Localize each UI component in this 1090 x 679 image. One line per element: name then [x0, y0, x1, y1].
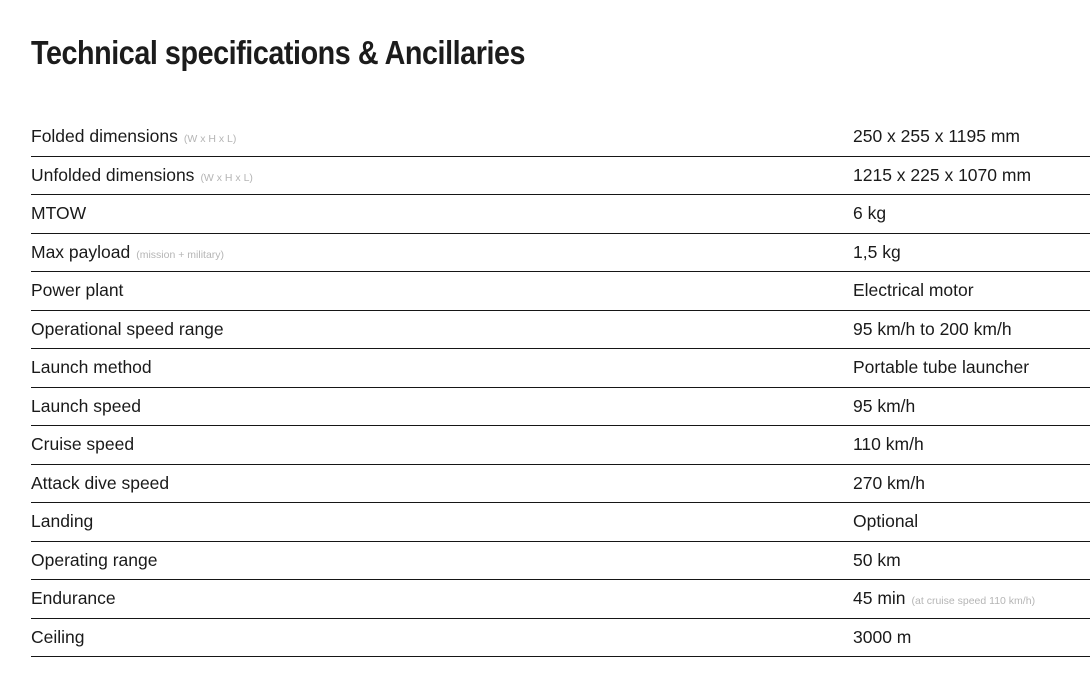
spec-value: 6 kg	[853, 203, 887, 224]
spec-value: 1215 x 225 x 1070 mm	[853, 164, 1032, 185]
spec-label: Unfolded dimensions	[31, 164, 195, 185]
spec-value-cell	[853, 588, 1090, 609]
spec-label-cell	[31, 280, 853, 301]
spec-value-cell	[853, 126, 1090, 147]
spec-label-cell	[31, 396, 853, 417]
spec-value-cell	[853, 242, 1090, 263]
spec-label: Max payload	[31, 241, 131, 262]
table-row-endurance	[31, 580, 1090, 619]
spec-table	[31, 118, 1090, 657]
table-row-cruise-speed	[31, 426, 1090, 465]
spec-value: Electrical motor	[853, 280, 974, 301]
spec-label-cell	[31, 319, 853, 340]
spec-label: Operational speed range	[31, 318, 224, 339]
table-row-launch-method	[31, 349, 1090, 388]
spec-label: Launch method	[31, 357, 152, 378]
spec-value-cell	[853, 203, 1090, 224]
table-row-landing	[31, 503, 1090, 542]
spec-value: 95 km/h to 200 km/h	[853, 318, 1012, 339]
spec-value-cell	[853, 627, 1090, 648]
spec-value-cell	[853, 511, 1090, 532]
spec-label-cell	[31, 473, 853, 494]
spec-value-cell	[853, 319, 1090, 340]
table-row-operational-speed-range	[31, 311, 1090, 350]
spec-value: 50 km	[853, 549, 901, 570]
spec-value-cell	[853, 357, 1090, 378]
spec-value: 45 min	[853, 588, 906, 609]
spec-label-cell	[31, 511, 853, 532]
spec-label-cell	[31, 588, 853, 609]
spec-label-cell	[31, 203, 853, 224]
table-row-ceiling	[31, 619, 1090, 658]
spec-label-cell	[31, 242, 853, 263]
spec-label: Ceiling	[31, 626, 85, 647]
spec-label: Operating range	[31, 549, 158, 570]
spec-value: Optional	[853, 511, 919, 532]
spec-label-cell	[31, 434, 853, 455]
spec-label: Power plant	[31, 280, 124, 301]
spec-value: Portable tube launcher	[853, 357, 1030, 378]
spec-label-cell	[31, 627, 853, 648]
spec-label-note: (W x H x L)	[200, 171, 253, 184]
page-title: Technical specifications & Ancillaries	[31, 34, 526, 71]
table-row-operating-range	[31, 542, 1090, 581]
table-row-attack-dive-speed	[31, 465, 1090, 504]
spec-value-cell	[853, 280, 1090, 301]
table-row-power-plant	[31, 272, 1090, 311]
table-row-max-payload	[31, 234, 1090, 273]
spec-label-cell	[31, 165, 853, 186]
spec-value: 3000 m	[853, 626, 912, 647]
table-row-launch-speed	[31, 388, 1090, 427]
spec-value: 250 x 255 x 1195 mm	[853, 126, 1020, 147]
spec-value: 270 km/h	[853, 472, 925, 493]
spec-value-cell	[853, 165, 1090, 186]
spec-value-cell	[853, 434, 1090, 455]
spec-value: 110 km/h	[853, 434, 924, 455]
spec-label: Landing	[31, 511, 94, 532]
spec-label-cell	[31, 550, 853, 571]
spec-value-cell	[853, 550, 1090, 571]
spec-label-cell	[31, 126, 853, 147]
spec-label: Attack dive speed	[31, 472, 170, 493]
spec-label: Launch speed	[31, 395, 141, 416]
spec-label: Cruise speed	[31, 434, 135, 455]
table-row-unfolded-dimensions	[31, 157, 1090, 196]
spec-label: Folded dimensions	[31, 126, 178, 147]
spec-label-note: (W x H x L)	[183, 133, 237, 146]
table-row-mtow	[31, 195, 1090, 234]
spec-value-cell	[853, 473, 1090, 494]
spec-label-cell	[31, 357, 853, 378]
spec-value-cell	[853, 396, 1090, 417]
spec-label-note: (mission + military)	[136, 248, 225, 261]
spec-value: 1,5 kg	[853, 241, 901, 262]
spec-label: MTOW	[31, 203, 87, 224]
spec-value-note: (at cruise speed 110 km/h)	[911, 595, 1036, 608]
table-row-folded-dimensions	[31, 118, 1090, 157]
spec-value: 95 km/h	[853, 395, 916, 416]
spec-label: Endurance	[31, 588, 116, 609]
